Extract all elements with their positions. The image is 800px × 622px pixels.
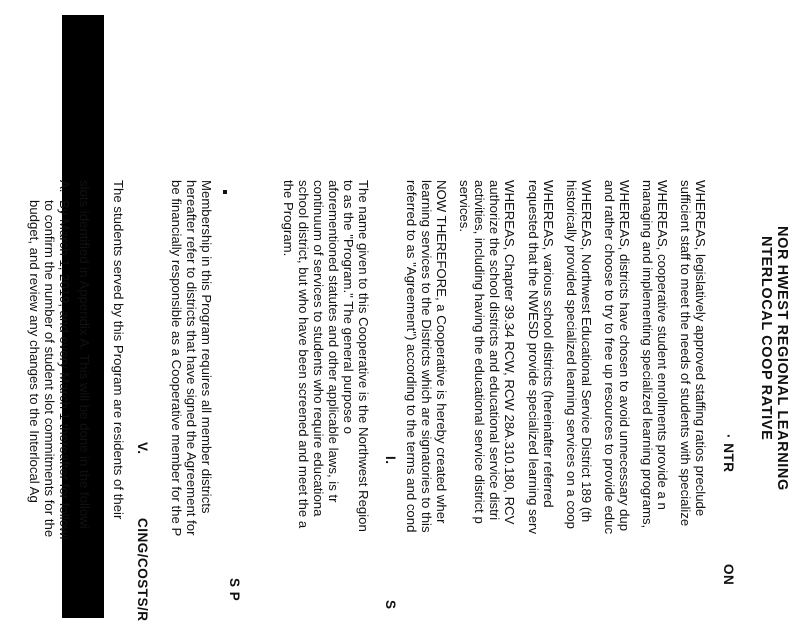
paragraph-2-line-2: managing and implementing specialized learning programs, — [640, 180, 655, 529]
paragraph-2-line-1: WHEREAS, cooperative student enrollments provide a n — [655, 180, 670, 510]
paragraph-8-line-2: to as the "Program." The general purpose o — [341, 180, 356, 434]
paragraph-6-line-1: WHEREAS, Chapter 39.34 RCW, RCW 28A.310.180, RCV — [502, 180, 517, 525]
item-a-line-1: By March 1, 2019, and every March 1 thereafter for followi — [57, 200, 72, 540]
paragraph-6-line-4: services. — [457, 180, 472, 233]
paragraph-1-line-2: sufficient staff to meet the needs of students with specialize — [678, 180, 693, 527]
paragraph-7-line-3: referred to as "Agreement") according to the terms and cond — [404, 180, 419, 533]
section-heading-right: ON — [721, 564, 736, 586]
document-title-line-2: NTERLOCAL COOP RATIVE — [758, 236, 774, 441]
paragraph-1-line-1: WHEREAS, legislatively approved staffing ratios preclude — [693, 180, 708, 517]
section-heading-left: · NTR — [721, 434, 736, 473]
section-2-heading: S P — [227, 578, 242, 602]
paragraph-9-line-3: be financially responsible as a Cooperative member for the P — [169, 180, 184, 537]
paragraph-9-line-1: Membership in this Program requires all member districts — [199, 180, 214, 514]
item-a-line-3: budget, and review any changes to the Interlocal Ag — [27, 200, 42, 503]
paragraph-8-line-6: the Program. — [281, 180, 296, 257]
document-title-line-1: NOR HWEST REGIONAL LEARNING — [774, 226, 790, 491]
paragraph-6-line-2: authorize the school districts and educational service distri — [487, 180, 502, 521]
section-5-number: V. — [135, 442, 150, 455]
paragraph-5-line-2: requested that the NWESD provide specialized learning serv — [526, 180, 541, 535]
paragraph-8-line-5: school district, but who have been screened and meet the a — [296, 180, 311, 529]
item-a-label: A. — [57, 180, 72, 193]
paragraph-6-line-3: activities, including having the educational service district p — [472, 180, 487, 524]
paragraph-3-line-2: and rather choose to try to free up resources to provide educ — [602, 180, 617, 535]
section-1-heading: S — [383, 600, 398, 610]
scan-speck — [223, 190, 227, 194]
paragraph-8-line-3: aforementioned statutes and other applicable laws, is tr — [326, 180, 341, 503]
paragraph-5-line-1: WHEREAS, various school districts (hereinafter referred — [541, 180, 556, 508]
scanned-document-page — [5, 0, 795, 622]
paragraph-10-line-2: slots identified in Appendix A. This will be done in the followi — [77, 180, 92, 529]
paragraph-9-line-2: hereafter refer to districts that have signed the Agreement for — [184, 180, 199, 536]
paragraph-7-line-2: learning services to the Districts which are signatories to this — [419, 180, 434, 533]
section-1-number: I. — [383, 456, 398, 465]
paragraph-4-line-2: historically provided specialized learning services on a coop — [564, 180, 579, 529]
paragraph-10-line-1: The students served by this Program are residents of their — [111, 180, 126, 520]
paragraph-8-line-4: continuum of services to students who require educationa — [311, 180, 326, 517]
item-a-line-2: to confirm the number of student slot commitments for the — [42, 200, 57, 538]
paragraph-7-line-1: NOW THEREFORE, a Cooperative is hereby created wher — [434, 180, 449, 524]
paragraph-8-line-1: The name given to this Cooperative is the Northwest Region — [356, 180, 371, 532]
paragraph-3-line-1: WHEREAS, districts have chosen to avoid unnecessary dup — [617, 180, 632, 532]
paragraph-4-line-1: WHEREAS, Northwest Educational Service District 189 (th — [579, 180, 594, 523]
section-5-heading: CING/COSTS/R — [135, 518, 150, 622]
